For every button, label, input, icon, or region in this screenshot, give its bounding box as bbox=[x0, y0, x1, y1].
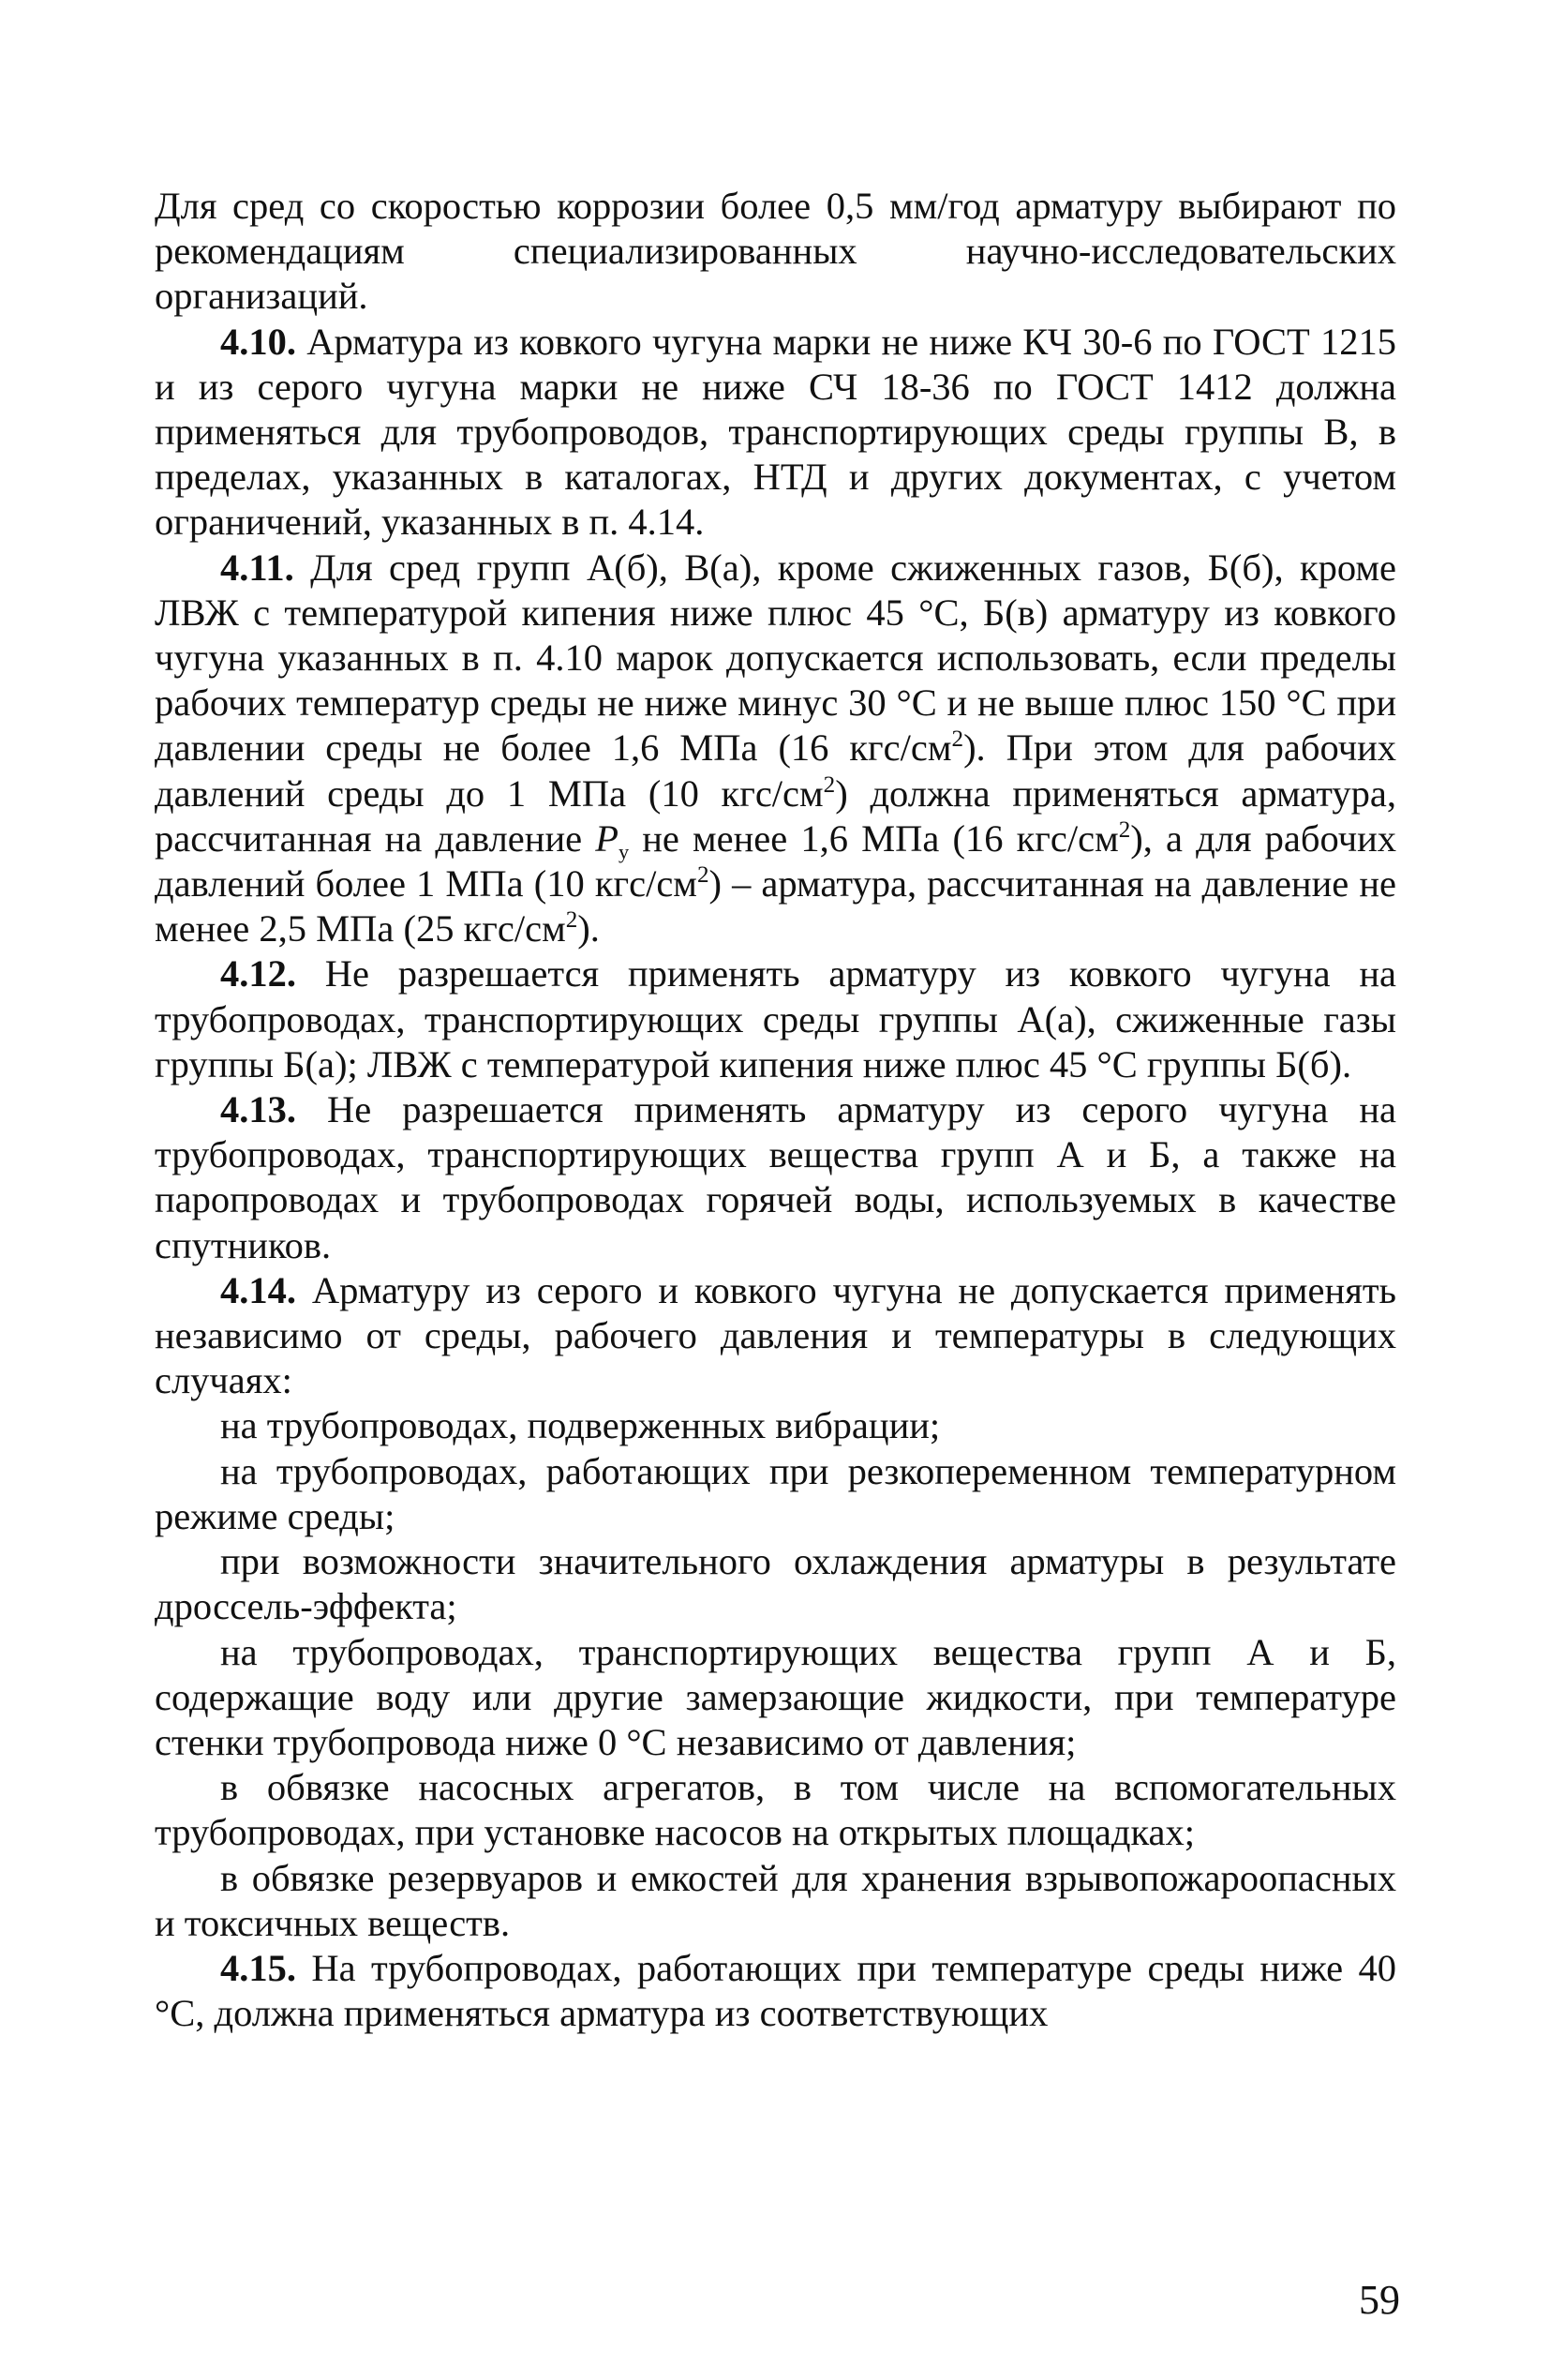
clause-number: 4.15. bbox=[220, 1946, 296, 1989]
page-number: 59 bbox=[1359, 2277, 1400, 2323]
clause-text: На трубопроводах, работающих при температуре среды ниже 40 °С, должна применяться арматура из соответствующих bbox=[155, 1946, 1396, 2035]
list-item: в обвязке резервуаров и емкостей для хранения взрывопожароопасных и токсичных веществ. bbox=[155, 1856, 1396, 1944]
clause-4-10 bbox=[155, 320, 1396, 546]
clause-text: Арматура из ковкого чугуна марки не ниже КЧ 30-6 по ГОСТ 1215 и из серого чугуна марки не ниже СЧ 18-36 по ГОСТ 1412 должна применяться для трубопроводов, транспортирующих среды группы В, в пределах, указанных в каталогах, НТД и других документах, с учетом ограничений, указанных в п. 4.14. bbox=[155, 320, 1396, 544]
list-item: на трубопроводах, работающих при резкопеременном температурном режиме среды; bbox=[155, 1449, 1396, 1537]
clause-text: ) должна применяться арматура, рассчитанная на давление bbox=[155, 771, 1396, 860]
clause-number: 4.14. bbox=[220, 1268, 296, 1311]
clause-text: ), а для рабочих давлений более 1 МПа (10 кгс/см bbox=[155, 816, 1396, 906]
pressure-symbol: P bbox=[595, 816, 619, 860]
superscript: 2 bbox=[823, 771, 836, 798]
body-text bbox=[155, 184, 1396, 2036]
clause-text: Не разрешается применять арматуру из ковкого чугуна на трубопроводах, транспортирующих среды группы А(а), сжиженные газы группы Б(а); ЛВЖ с температурой кипения ниже плюс 45 °С группы Б(б). bbox=[155, 952, 1396, 1085]
clause-number: 4.12. bbox=[220, 952, 296, 995]
superscript: 2 bbox=[951, 726, 964, 753]
clause-number: 4.11. bbox=[220, 546, 294, 589]
clause-4-14 bbox=[155, 1268, 1396, 1404]
clause-text: Для сред групп А(б), В(а), кроме сжиженных газов, Б(б), кроме ЛВЖ с температурой кипения ниже плюс 45 °С, Б(в) арматуру из ковкого чугуна указанных в п. 4.10 марок допускается использовать, если пределы рабочих температур среды не ниже минус 30 °С и не выше плюс 150 °С при давлении среды не более 1,6 МПа (16 кгс/см bbox=[155, 546, 1396, 770]
superscript: 2 bbox=[565, 907, 578, 934]
paragraph-intro: Для сред со скоростью коррозии более 0,5 мм/год арматуру выбирают по рекомендациям специализированных научно-исследовательских организаций. bbox=[155, 185, 1396, 318]
list-item: при возможности значительного охлаждения арматуры в результате дроссель-эффекта; bbox=[155, 1540, 1396, 1628]
clause-4-13 bbox=[155, 1087, 1396, 1268]
clause-4-15 bbox=[155, 1946, 1396, 2036]
superscript: 2 bbox=[1118, 816, 1131, 843]
clause-text: не менее 1,6 МПа (16 кгс/см bbox=[629, 816, 1119, 860]
subscript: y bbox=[618, 839, 630, 863]
clause-4-12 bbox=[155, 951, 1396, 1087]
clause-number: 4.13. bbox=[220, 1088, 296, 1131]
clause-text: ) – арматура, рассчитанная на давление не менее 2,5 МПа (25 кгс/см bbox=[155, 862, 1396, 951]
superscript: 2 bbox=[696, 861, 709, 888]
clause-text: ). При этом для рабочих давлений среды до 1 МПа (10 кгс/см bbox=[155, 726, 1396, 815]
clause-number: 4.10. bbox=[220, 320, 296, 363]
list-item: на трубопроводах, транспортирующих вещества групп А и Б, содержащие воду или другие замерзающие жидкости, при температуре стенки трубопровода ниже 0 °С независимо от давления; bbox=[155, 1630, 1396, 1763]
clause-4-11 bbox=[155, 546, 1396, 952]
clause-text: Арматуру из серого и ковкого чугуна не допускается применять независимо от среды, рабочего давления и температуры в следующих случаях: bbox=[155, 1268, 1396, 1402]
list-item: на трубопроводах, подверженных вибрации; bbox=[220, 1404, 941, 1447]
clause-text: ). bbox=[577, 907, 600, 951]
list-item: в обвязке насосных агрегатов, в том числе на вспомогательных трубопроводах, при установке насосов на открытых площадках; bbox=[155, 1766, 1396, 1854]
clause-text: Не разрешается применять арматуру из серого чугуна на трубопроводах, транспортирующих вещества групп А и Б, а также на паропроводах и трубопроводах горячей воды, используемых в качестве спутников. bbox=[155, 1088, 1396, 1266]
